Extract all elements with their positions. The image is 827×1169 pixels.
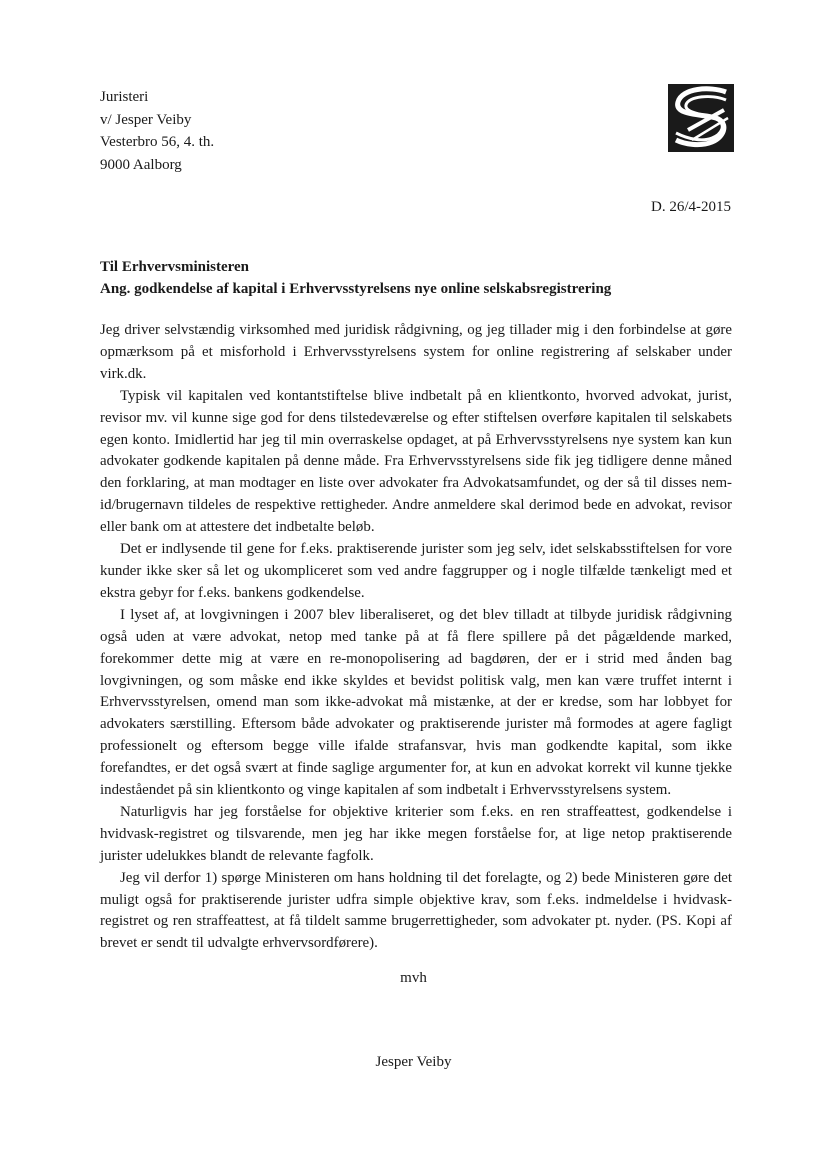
paragraph: Jeg driver selvstændig virksomhed med juridisk rådgivning, og jeg tillader mig i den forbindelse at gøre opmærksom på et misforhold i Erhvervsstyrelsens system for online registrering af selskaber under virk.dk.	[100, 322, 732, 382]
paragraph: Naturligvis har jeg forståelse for objektive kriterier som f.eks. en ren straffeattest, godkendelse i hvidvask-registret og tilsvarende, men jeg har ikke megen forståelse for, at lige netop praktiserende jurister udelukkes blandt de relevante fagfolk.	[100, 803, 732, 864]
sender-street: Vesterbro 56, 4. th.	[100, 134, 215, 150]
sender-company: Juristeri	[100, 89, 149, 105]
sender-address	[100, 86, 214, 176]
sender-contact-person: v/ Jesper Veiby	[100, 111, 192, 128]
letter-date: D. 26/4-2015	[651, 199, 731, 215]
letter-body	[100, 320, 732, 955]
stylized-s-logo-icon	[668, 84, 734, 152]
letter-subject	[100, 256, 611, 300]
regarding-line: Ang. godkendelse af kapital i Erhvervsstyrelsens nye online selskabsregistrering	[100, 281, 612, 297]
signature-name: Jesper Veiby	[375, 1054, 452, 1070]
paragraph: Jeg vil derfor 1) spørge Ministeren om hans holdning til det forelagte, og 2) bede Ministeren gøre det muligt også for praktiserende jurister udfra simple objektive krav, som f.eks. indmeldelse i hvidvask-registret og ren straffeattest, at få tildelt samme brugerrettigheder, som advokater pt. nyder. (PS. Kopi af brevet er sendt til udvalgte erhvervsordførere).	[100, 869, 732, 952]
closing-greeting: mvh	[400, 970, 427, 986]
recipient-line: Til Erhvervsministeren	[100, 259, 250, 275]
paragraph: Typisk vil kapitalen ved kontantstiftelse blive indbetalt på en klientkonto, hvorved advokat, jurist, revisor mv. vil kunne sige god for dens tilstedeværelse og efter stiftelsen overføre kapitalen til selskabets egen konto. Imidlertid har jeg til min overraskelse opdaget, at på Erhvervsstyrelsens nye system kan kun advokater godkende kapitalen på denne måde. Fra Erhvervsstyrelsens side fik jeg tidligere denne måned den forklaring, at man modtager en liste over advokater fra Advokatsamfundet, og der så til disses nem-id/brugernavn tildeles de respektive rettigheder. Andre anmeldere skal derimod bede en advokat, revisor eller bank om at attestere det indbetalte beløb.	[100, 387, 732, 536]
paragraph: Det er indlysende til gene for f.eks. praktiserende jurister som jeg selv, idet selskabsstiftelsen for vore kunder ikke sker så let og ukompliceret som ved andre faggrupper og i nogle tilfælde tænkeligt med et ekstra gebyr for f.eks. bankens godkendelse.	[100, 541, 732, 601]
paragraph: I lyset af, at lovgivningen i 2007 blev liberaliseret, og det blev tilladt at tilbyde juridisk rådgivning også uden at være advokat, netop med tanke på at få flere spillere på det pågældende marked, forekommer dette mig at være en re-monopolisering ad bagdøren, der er i strid med ånden bag lovgivningen, og som måske end ikke skyldes et bevidst politisk valg, men kan være truffet internt i Erhvervsstyrelsen, omend man som ikke-advokat må mistænke, at der er kredse, som har lobbyet for advokaters særstilling. Eftersom både advokater og praktiserende jurister må formodes at agere fagligt professionelt og eftersom begge ville ifalde strafansvar, hvis man godkendte kapital, som ikke forefandtes, er det også svært at finde saglige argumenter for, at kun en advokat korrekt vil kunne tjekke indeståendet på sin klientkonto og vinge kapitalen af som indbetalt i Erhvervsstyrelsens system.	[100, 606, 732, 799]
sender-city: 9000 Aalborg	[100, 156, 182, 173]
